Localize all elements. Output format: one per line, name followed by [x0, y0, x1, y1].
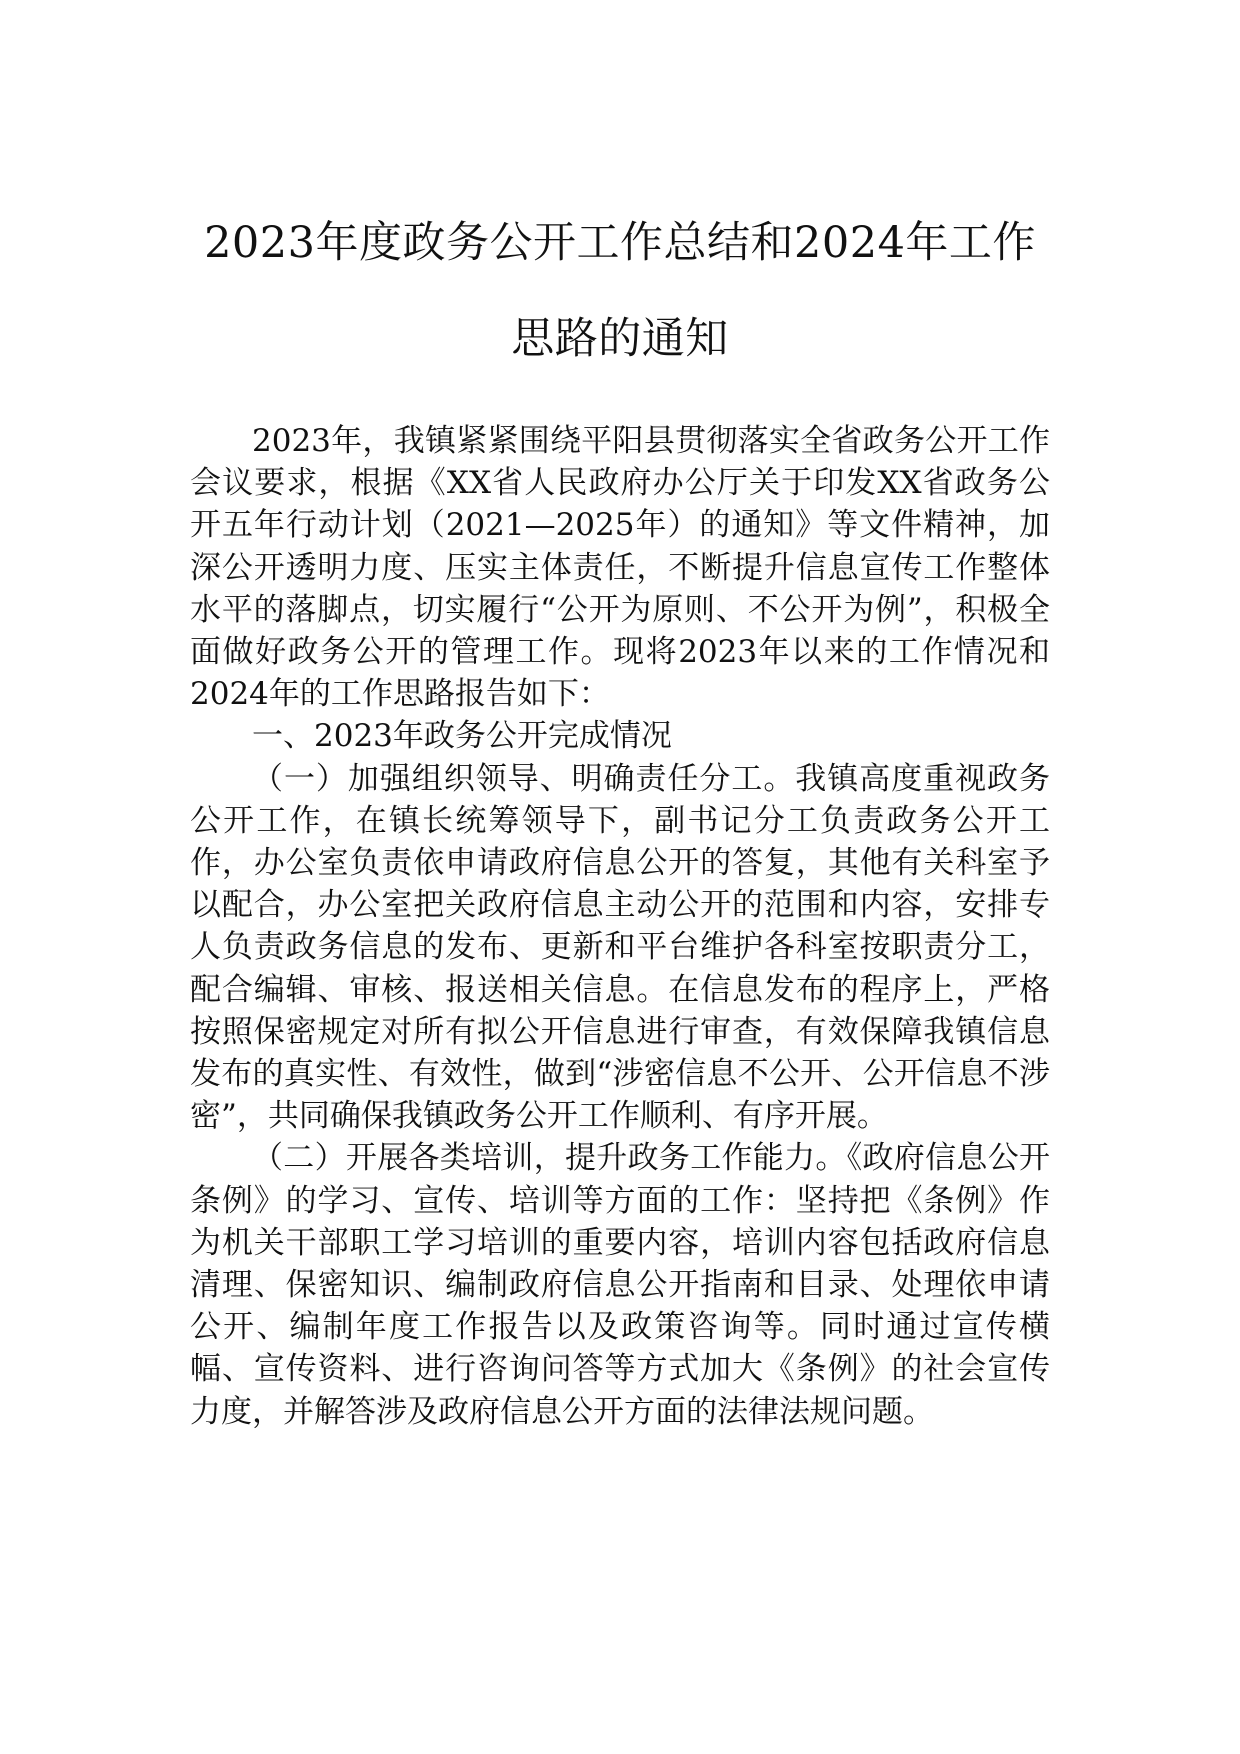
section-heading: 一、2023年政务公开完成情况: [252, 718, 672, 755]
intro-paragraph: 2023年，我镇紧紧围绕平阳县贯彻落实全省政务公开工作会议要求，根据《XX省人民政府办公厅关于印发XX省政务公开五年行动计划（2021—2025年）的通知》等文件精神，加深公开透明力度、压实主体责任，不断提升信息宣传工作整体水平的落脚点，切实履行“公开为原则、不公开为例”，积极全面做好政务公开的管理工作。现将2023年以来的工作情况和2024年的工作思路报告如下：: [190, 423, 1050, 713]
item-paragraph-1: （一）加强组织领导、明确责任分工。我镇高度重视政务公开工作，在镇长统筹领导下，副书记分工负责政务公开工作，办公室负责依申请政府信息公开的答复，其他有关科室予以配合，办公室把关政府信息主动公开的范围和内容，安排专人负责政务信息的发布、更新和平台维护各科室按职责分工，配合编辑、审核、报送相关信息。在信息发布的程序上，严格按照保密规定对所有拟公开信息进行审查，有效保障我镇信息发布的真实性、有效性，做到“涉密信息不公开、公开信息不涉密”，共同确保我镇政务公开工作顺利、有序开展。: [190, 760, 1050, 1135]
document-body: [190, 420, 1050, 1433]
item-paragraph-2: （二）开展各类培训，提升政务工作能力。《政府信息公开条例》的学习、宣传、培训等方面的工作：坚持把《条例》作为机关干部职工学习培训的重要内容，培训内容包括政府信息清理、保密知识、编制政府信息公开指南和目录、处理依申请公开、编制年度工作报告以及政策咨询等。同时通过宣传横幅、宣传资料、进行咨询问答等方式加大《条例》的社会宣传力度，并解答涉及政府信息公开方面的法律法规问题。: [190, 1140, 1050, 1430]
document-title-line-2: 思路的通知: [511, 314, 729, 364]
document-title-line-1: 2023年度政务公开工作总结和2024年工作: [204, 218, 1036, 268]
